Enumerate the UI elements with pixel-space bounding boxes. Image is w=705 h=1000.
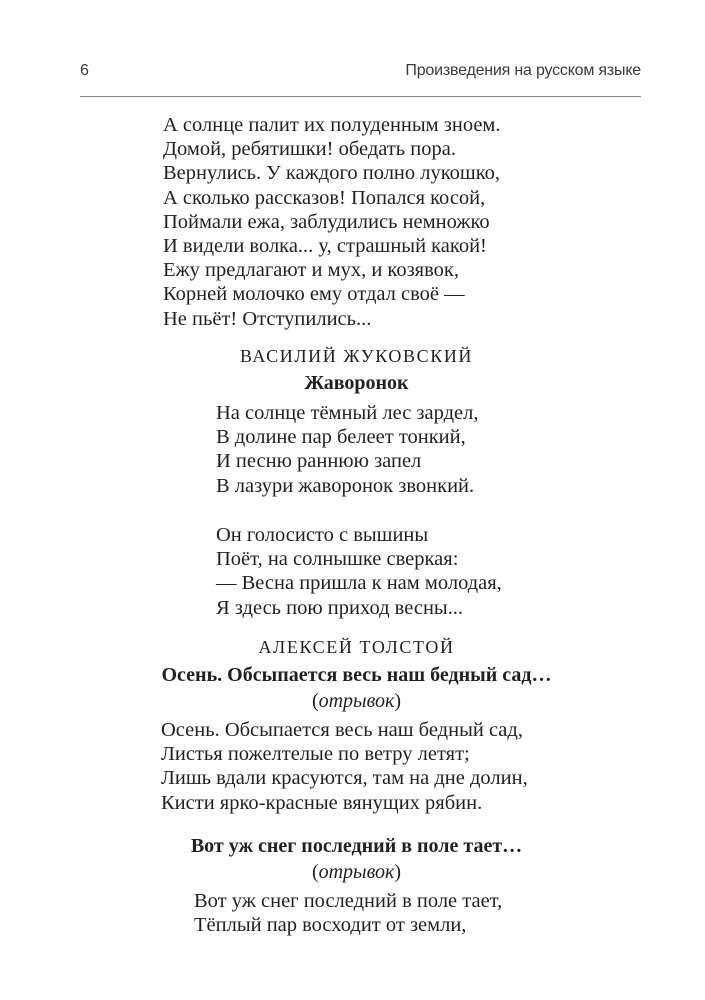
- tolstoy-poem2-stanza: [194, 889, 502, 937]
- poem-line: В долине пар белеет тонкий,: [216, 426, 466, 449]
- poem-line: А сколько рассказов! Попался косой,: [163, 186, 486, 209]
- poem-title-zhavoronok: Жаворонок: [304, 372, 409, 394]
- poem-line: Кисти ярко-красные вянущих рябин.: [161, 791, 483, 814]
- paren-close: ): [394, 861, 402, 883]
- poem-line: В лазури жаворонок звонкий.: [216, 474, 475, 497]
- poem-title-vot-uzh-sneg: Вот уж снег последний в поле тает…: [190, 835, 523, 857]
- excerpt-label: отрывок: [318, 690, 395, 712]
- page-header: [80, 58, 641, 97]
- poem-subtitle-excerpt: [0, 861, 705, 884]
- zhukovsky-stanza-2: [216, 523, 502, 620]
- zhukovsky-stanza-1: [216, 401, 479, 498]
- poem-line: Ежу предлагают и мух, и козявок,: [163, 259, 459, 282]
- poem-line: Листья пожелтелые по ветру летят;: [161, 743, 470, 766]
- poem-line: — Весна пришла к нам молодая,: [216, 572, 502, 595]
- paren-open: (: [311, 690, 319, 712]
- poem-line: А солнце палит их полуденным зноем.: [163, 114, 501, 136]
- tolstoy-poem1-stanza: [161, 718, 528, 815]
- poem-line: Поймали ежа, заблудились немножко: [163, 210, 490, 233]
- author-heading-zhukovsky: ВАСИЛИЙ ЖУКОВСКИЙ: [239, 346, 474, 366]
- running-title: Произведения на русском языке: [405, 62, 641, 79]
- poem-line: На солнце тёмный лес зардел,: [216, 402, 479, 424]
- poem-line: Вернулись. У каждого полно лукошко,: [163, 162, 500, 185]
- poem-line: Я здесь пою приход весны...: [216, 596, 464, 619]
- poem-line: Домой, ребятишки! обедать пора.: [163, 138, 456, 161]
- poem-line: Он голосисто с вышины: [216, 524, 429, 546]
- poem-line: Тёплый пар восходит от земли,: [194, 914, 467, 937]
- poem-title-osen: Осень. Обсыпается весь наш бедный сад…: [161, 664, 552, 686]
- poem-line: Осень. Обсыпается весь наш бедный сад,: [161, 719, 523, 741]
- continued-poem-stanza: [163, 113, 501, 331]
- paren-open: (: [311, 861, 319, 883]
- author-heading-tolstoy: АЛЕКСЕЙ ТОЛСТОЙ: [258, 637, 455, 657]
- poem-line: Корней молочко ему отдал своё —: [163, 283, 465, 306]
- paren-close: ): [394, 690, 402, 712]
- poem-line: И видели волка... у, страшный какой!: [163, 235, 487, 258]
- poem-subtitle-excerpt: [0, 690, 705, 713]
- excerpt-label: отрывок: [318, 861, 395, 883]
- poem-line: Вот уж снег последний в поле тает,: [194, 890, 503, 912]
- poem-line: Не пьёт! Отступились...: [163, 307, 372, 330]
- page-number: 6: [80, 62, 89, 79]
- poem-line: Лишь вдали красуются, там на дне долин,: [161, 767, 528, 790]
- poem-line: Поёт, на солнышке сверкая:: [216, 548, 459, 571]
- poem-line: И песню раннюю запел: [216, 450, 422, 473]
